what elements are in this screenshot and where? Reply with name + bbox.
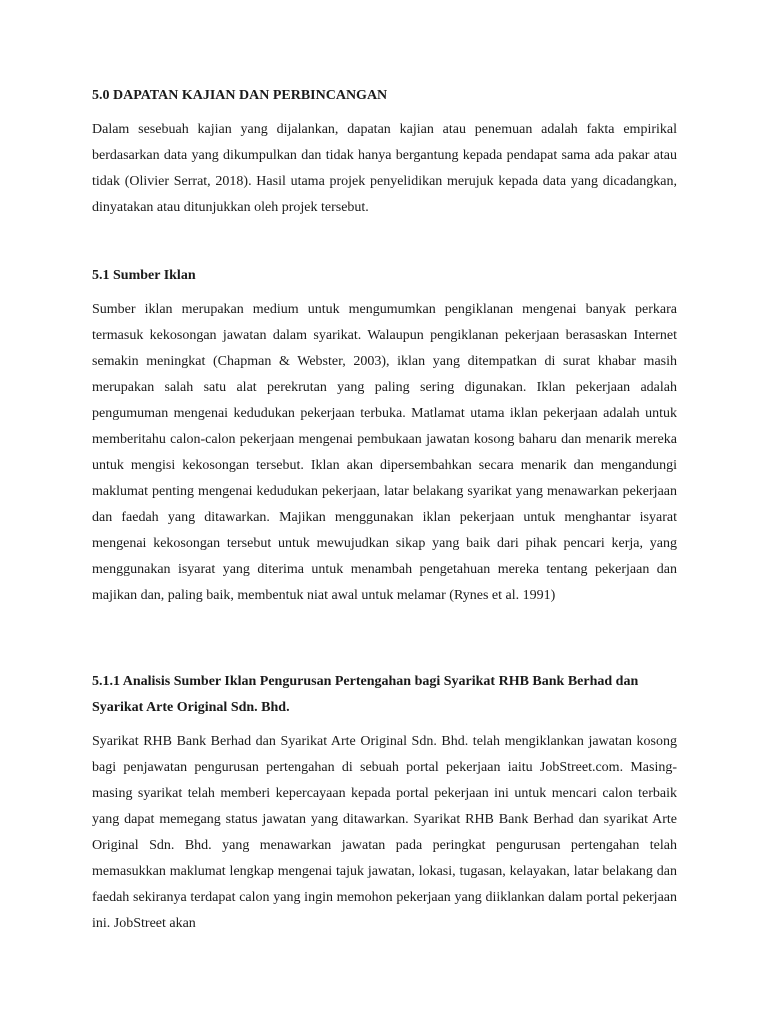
section-paragraph-5-1: Sumber iklan merupakan medium untuk mengumumkan pengiklanan mengenai banyak perkara termasuk kekosongan jawatan dalam syarikat. Walaupun pengiklanan pekerjaan berasaskan Internet semakin meningkat (Chapman & Webster, 2003), iklan yang ditempatkan di surat khabar masih merupakan salah satu alat perekrutan yang paling sering digunakan. Iklan pekerjaan adalah pengumuman mengenai kedudukan pekerjaan terbuka. Matlamat utama iklan pekerjaan adalah untuk memberitahu calon-calon pekerjaan mengenai pembukaan jawatan kosong baharu dan menarik mereka untuk mengisi kekosongan tersebut. Iklan akan dipersembahkan secara menarik dan mengandungi maklumat penting mengenai kedudukan pekerjaan, latar belakang syarikat yang menawarkan pekerjaan dan faedah yang ditawarkan. Majikan menggunakan iklan pekerjaan untuk menghantar isyarat mengenai kekosongan tersebut untuk mewujudkan sikap yang baik dari pihak pencari kerja, yang menggunakan isyarat yang diterima untuk menambah pengetahuan mereka tentang pekerjaan dan majikan dan, paling baik, membentuk niat awal untuk melamar (Rynes et al. 1991) (92, 302, 677, 603)
section-paragraph-5-1-1: Syarikat RHB Bank Berhad dan Syarikat Arte Original Sdn. Bhd. telah mengiklankan jawatan kosong bagi penjawatan pengurusan pertengahan di sebuah portal pekerjaan iaitu JobStreet.com. Masing-masing syarikat telah memberi kepercayaan kepada portal pekerjaan ini untuk mencari calon terbaik yang dapat memegang status jawatan yang ditawarkan. Syarikat RHB Bank Berhad dan syarikat Arte Original Sdn. Bhd. yang menawarkan jawatan pada peringkat pengurusan pertengahan telah memasukkan maklumat lengkap mengenai tajuk jawatan, lokasi, tugasan, kelayakan, latar belakang dan faedah sekiranya terdapat calon yang ingin memohon pekerjaan yang diiklankan dalam portal pekerjaan ini. JobStreet akan (92, 734, 677, 931)
section-heading-5-0: 5.0 DAPATAN KAJIAN DAN PERBINCANGAN (92, 88, 388, 103)
section-heading-5-1: 5.1 Sumber Iklan (92, 268, 196, 283)
section-paragraph-5-0: Dalam sesebuah kajian yang dijalankan, dapatan kajian atau penemuan adalah fakta empirikal berdasarkan data yang dikumpulkan dan tidak hanya bergantung kepada pendapat sama ada pakar atau tidak (Olivier Serrat, 2018). Hasil utama projek penyelidikan merujuk kepada data yang dicadangkan, dinyatakan atau ditunjukkan oleh projek tersebut. (92, 122, 677, 215)
section-heading-5-1-1: 5.1.1 Analisis Sumber Iklan Pengurusan Pertengahan bagi Syarikat RHB Bank Berhad dan Syarikat Arte Original Sdn. Bhd. (92, 674, 639, 715)
